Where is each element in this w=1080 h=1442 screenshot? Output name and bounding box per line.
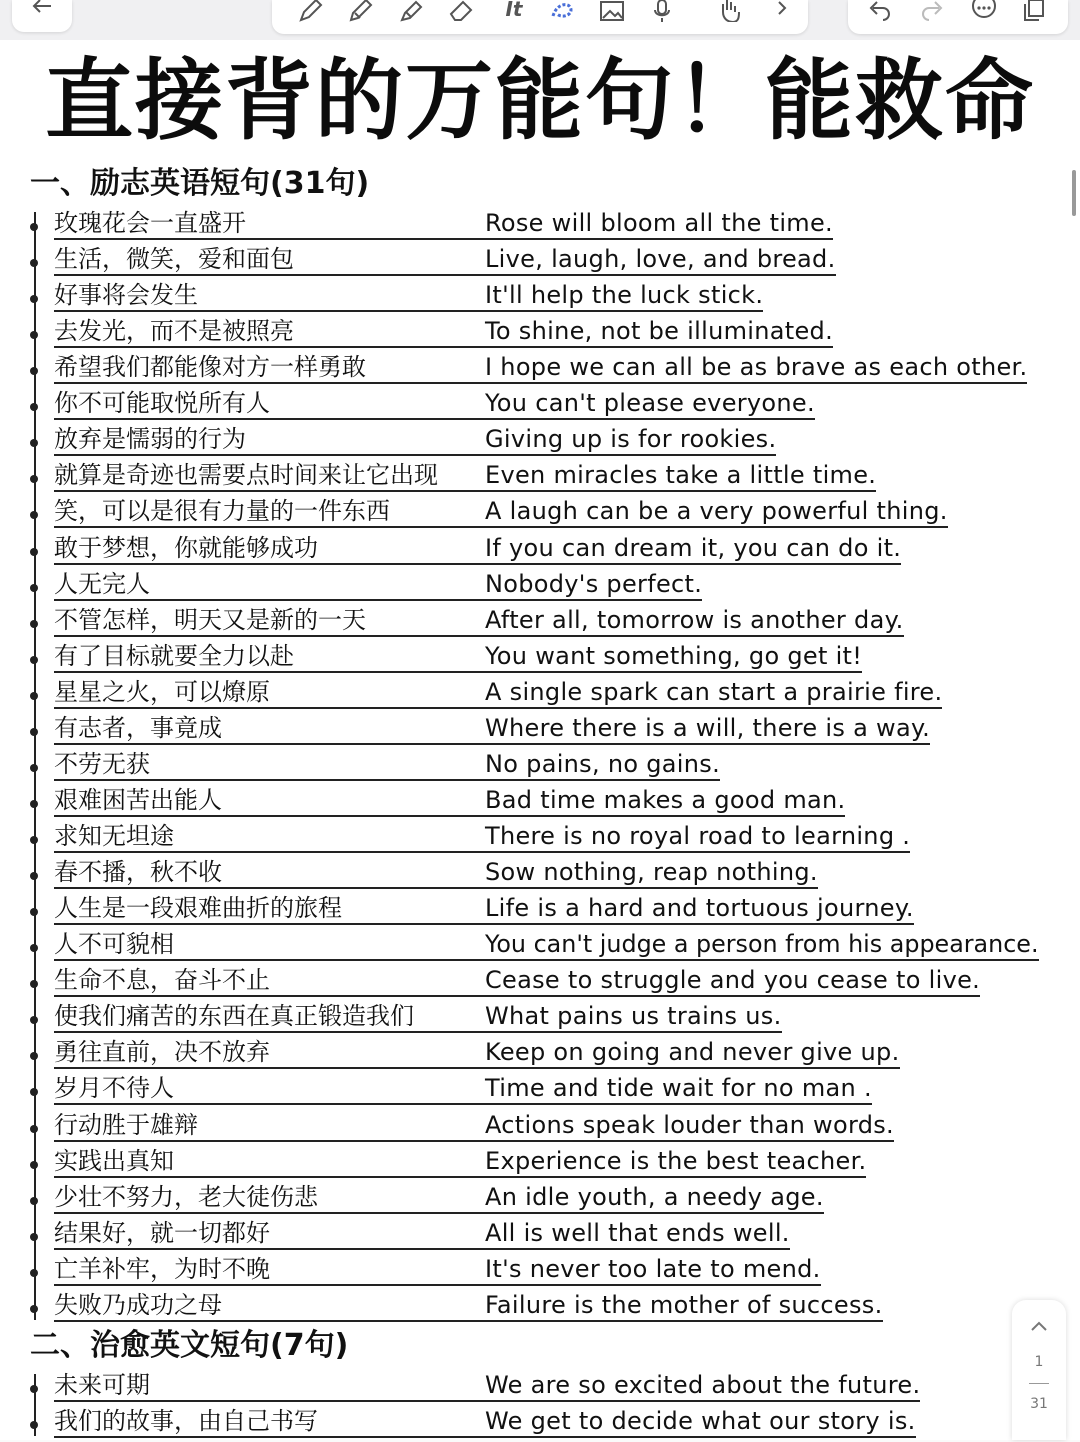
page-title: 直接背的万能句！能救命 [44,49,1035,152]
chinese-sentence: 玫瑰花会一直盛开 [54,208,500,240]
list-item [26,460,1026,496]
chinese-sentence: 少壮不努力，老大徒伤悲 [54,1182,500,1214]
list-item [26,316,1026,352]
list-item [26,929,1039,965]
bullet-icon [30,728,38,736]
english-sentence: After all, tomorrow is another day. [485,605,904,637]
chinese-sentence: 就算是奇迹也需要点时间来让它出现 [54,460,500,492]
chinese-sentence: 有志者，事竟成 [54,713,500,745]
english-sentence: Experience is the best teacher. [485,1146,866,1178]
chinese-sentence: 你不可能取悦所有人 [54,388,500,420]
chevron-right-icon[interactable] [768,0,796,24]
bullet-icon [30,1421,38,1429]
list-item [26,857,1026,893]
list-item [26,965,1026,1001]
chinese-sentence: 好事将会发生 [54,280,500,312]
chinese-sentence: 春不播，秋不收 [54,857,500,889]
list-item [26,1073,1026,1109]
english-sentence: Keep on going and never give up. [485,1037,900,1069]
list-item [26,893,1026,929]
list-item [26,280,1026,316]
english-sentence: A single spark can start a prairie fire. [485,677,942,709]
list-item [26,1290,1026,1326]
chinese-sentence: 放弃是懦弱的行为 [54,424,500,456]
chinese-sentence: 使我们痛苦的东西在真正锻造我们 [54,1001,500,1033]
bullet-icon [30,331,38,339]
bullet-icon [30,908,38,916]
chinese-sentence: 星星之火，可以燎原 [54,677,500,709]
chinese-sentence: 不管怎样，明天又是新的一天 [54,605,500,637]
chinese-sentence: 未来可期 [54,1370,500,1402]
chinese-sentence: 岁月不待人 [54,1073,500,1105]
bullet-icon [30,584,38,592]
bullet-icon [30,764,38,772]
english-sentence: You can't please everyone. [485,388,815,420]
bullet-icon [30,944,38,952]
list-item [26,1110,1026,1146]
chinese-sentence: 人不可貌相 [54,929,500,961]
page-divider [1029,1383,1049,1384]
list-item [26,496,1026,532]
english-sentence: All is well that ends well. [485,1218,790,1250]
list-item [26,749,1026,785]
english-sentence: Live, laugh, love, and bread. [485,244,836,276]
section-heading: 二、治愈英文短句(7句) [30,1328,349,1363]
page-indicator[interactable] [1012,1300,1066,1440]
english-sentence: Life is a hard and tortuous journey. [485,893,914,925]
drawing-tools [272,0,808,34]
list-item [26,569,1026,605]
list-item [26,388,1026,424]
chinese-sentence: 结果好，就一切都好 [54,1218,500,1250]
pages-icon[interactable] [1020,0,1048,24]
english-sentence: Failure is the mother of success. [485,1290,883,1322]
english-sentence: We get to decide what our story is. [485,1406,916,1438]
english-sentence: Sow nothing, reap nothing. [485,857,818,889]
list-item [26,1037,1026,1073]
chinese-sentence: 求知无坦途 [54,821,500,853]
english-sentence: There is no royal road to learning . [485,821,910,853]
bullet-icon [30,223,38,231]
list-item [26,641,1026,677]
bullet-icon [30,1233,38,1241]
english-sentence: I hope we can all be as brave as each other. [485,352,1027,384]
list-item [26,533,1026,569]
english-sentence: What pains us trains us. [485,1001,782,1033]
chinese-sentence: 行动胜于雄辩 [54,1110,500,1142]
english-sentence: Giving up is for rookies. [485,424,776,456]
english-sentence: No pains, no gains. [485,749,720,781]
undo-icon[interactable] [866,0,894,24]
highlighter-icon[interactable] [396,0,424,24]
chinese-sentence: 笑，可以是很有力量的一件东西 [54,496,500,528]
english-sentence: Nobody's perfect. [485,569,702,601]
english-sentence: We are so excited about the future. [485,1370,920,1402]
chinese-sentence: 实践出真知 [54,1146,500,1178]
bullet-icon [30,620,38,628]
list-item [26,821,1026,857]
english-sentence: You can't judge a person from his appearance. [485,929,1039,961]
chinese-sentence: 去发光，而不是被照亮 [54,316,500,348]
list-item [26,785,1026,821]
list-item [26,713,1026,749]
english-sentence: It's never too late to mend. [485,1254,821,1286]
bullet-icon [30,800,38,808]
bullet-icon [30,439,38,447]
english-sentence: Where there is a will, there is a way. [485,713,930,745]
eraser-icon[interactable] [446,0,474,24]
english-sentence: Even miracles take a little time. [485,460,876,492]
english-sentence: If you can dream it, you can do it. [485,533,901,565]
english-sentence: Bad time makes a good man. [485,785,845,817]
chinese-sentence: 亡羊补牢，为时不晚 [54,1254,500,1286]
bullet-icon [30,259,38,267]
bullet-icon [30,1305,38,1313]
redo-icon[interactable] [918,0,946,24]
edit-actions [848,0,1068,34]
bullet-icon [30,367,38,375]
list-item [26,1254,1026,1290]
list-item [26,605,1026,641]
back-button[interactable] [12,0,72,32]
microphone-icon[interactable] [648,0,676,24]
english-sentence: To shine, not be illuminated. [485,316,833,348]
bullet-icon [30,980,38,988]
bullet-icon [30,1125,38,1133]
list-item [26,1182,1026,1218]
top-toolbar [0,0,1080,40]
chinese-sentence: 人无完人 [54,569,500,601]
bullet-icon [30,692,38,700]
english-sentence: Time and tide wait for no man . [485,1073,872,1105]
english-sentence: A laugh can be a very powerful thing. [485,496,948,528]
chinese-sentence: 希望我们都能像对方一样勇敢 [54,352,500,384]
bullet-icon [30,1161,38,1169]
bullet-icon [30,1016,38,1024]
bullet-icon [30,1385,38,1393]
bullet-icon [30,295,38,303]
total-pages: 31 [1030,1396,1048,1412]
list-item [26,1146,1026,1182]
english-sentence: You want something, go get it! [485,641,862,673]
chinese-sentence: 敢于梦想，你就能够成功 [54,533,500,565]
section-heading: 一、励志英语短句(31句) [30,166,370,201]
english-sentence: It'll help the luck stick. [485,280,763,312]
bullet-icon [30,1197,38,1205]
list-item [26,1218,1026,1254]
chinese-sentence: 人生是一段艰难曲折的旅程 [54,893,500,925]
lasso-icon[interactable] [548,0,576,24]
chinese-sentence: 我们的故事，由自己书写 [54,1406,500,1438]
back-icon [28,0,56,24]
chinese-sentence: 失败乃成功之母 [54,1290,500,1322]
chinese-sentence: 有了目标就要全力以赴 [54,641,500,673]
list-item [26,424,1026,460]
list-item [26,1370,1026,1406]
bullet-icon [30,872,38,880]
text-icon[interactable]: It [505,0,523,21]
list-item [26,1001,1026,1037]
pen-icon[interactable] [296,0,324,24]
chevron-up-icon[interactable] [1012,1314,1066,1336]
bullet-icon [30,548,38,556]
vertical-scrollbar[interactable] [1072,170,1076,216]
english-sentence: Actions speak louder than words. [485,1110,894,1142]
chinese-sentence: 生命不息，奋斗不止 [54,965,500,997]
bullet-icon [30,1052,38,1060]
list-item [26,1406,1026,1442]
more-icon[interactable] [970,0,998,24]
current-page: 1 [1034,1354,1044,1370]
bullet-icon [30,475,38,483]
bullet-icon [30,511,38,519]
bullet-icon [30,403,38,411]
bullet-icon [30,1269,38,1277]
bullet-icon [30,656,38,664]
chinese-sentence: 不劳无获 [54,749,500,781]
english-sentence: Cease to struggle and you cease to live. [485,965,980,997]
list-item [26,352,1026,388]
image-icon[interactable] [598,0,626,24]
bullet-icon [30,836,38,844]
english-sentence: An idle youth, a needy age. [485,1182,824,1214]
hand-icon[interactable] [716,0,744,24]
chinese-sentence: 艰难困苦出能人 [54,785,500,817]
chinese-sentence: 勇往直前，决不放弃 [54,1037,500,1069]
bullet-icon [30,1088,38,1096]
list-item [26,244,1026,280]
list-item [26,677,1026,713]
pencil-icon[interactable] [346,0,374,24]
english-sentence: Rose will bloom all the time. [485,208,833,240]
list-item [26,208,1026,244]
chinese-sentence: 生活，微笑，爱和面包 [54,244,500,276]
